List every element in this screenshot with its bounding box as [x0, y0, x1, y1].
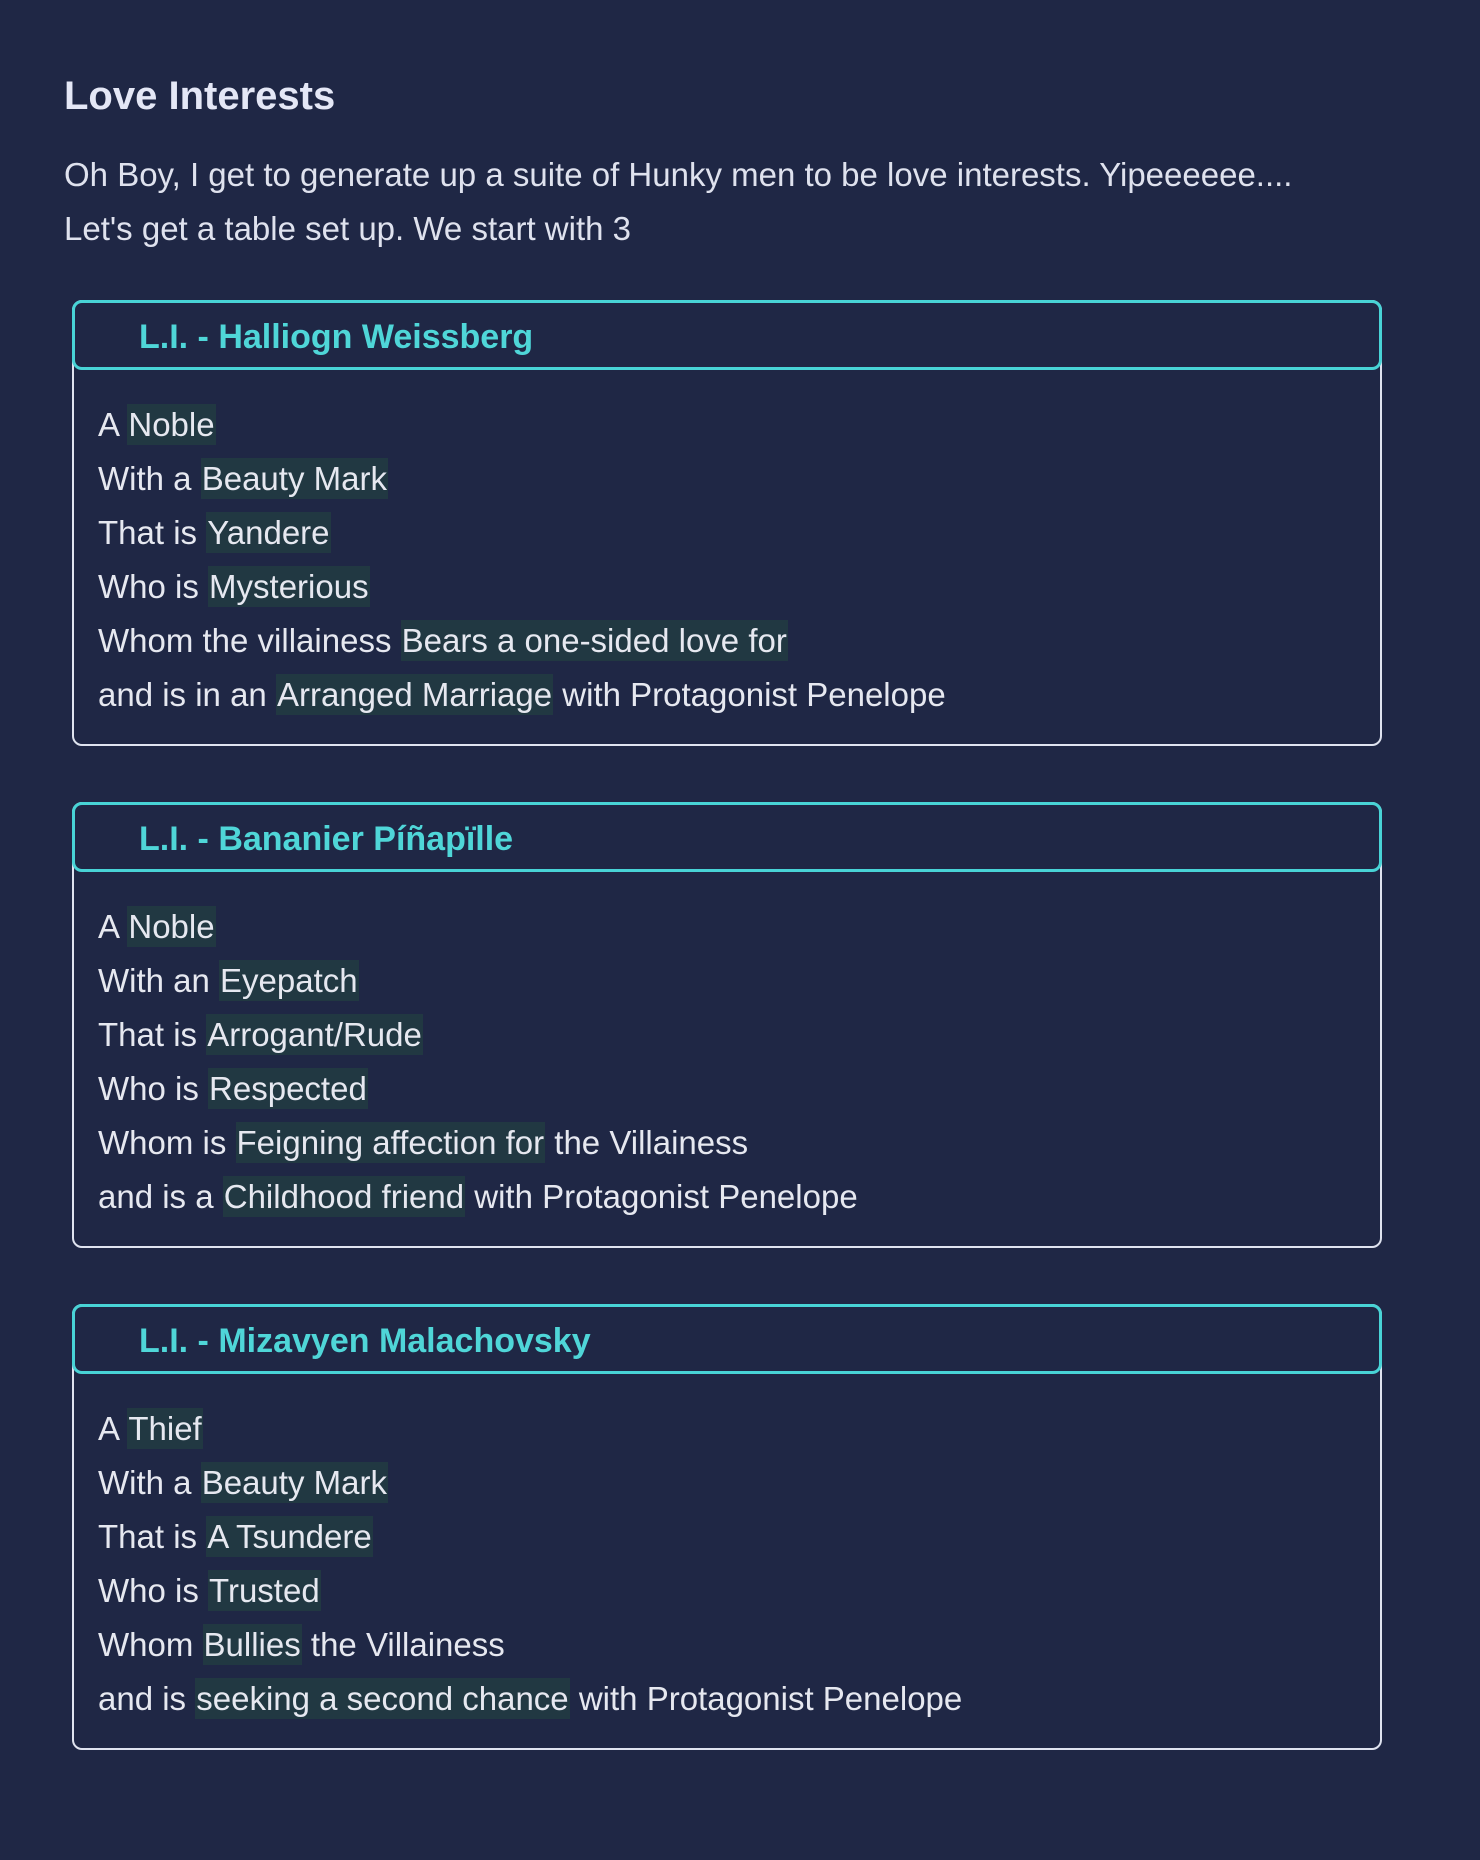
line-prefix: Whom	[98, 1626, 203, 1663]
line-prefix: Whom the villainess	[98, 622, 401, 659]
line-prefix: and is in an	[98, 676, 276, 713]
card-line	[98, 1456, 962, 1510]
rolled-trait: Noble	[128, 406, 215, 443]
line-prefix: Whom is	[98, 1124, 236, 1161]
card-line	[98, 1672, 962, 1726]
card-line	[98, 900, 858, 954]
card-line	[98, 1170, 858, 1224]
line-prefix: Who is	[98, 568, 209, 605]
card-line	[98, 1564, 962, 1618]
line-suffix: with Protagonist Penelope	[553, 676, 946, 713]
card-line	[98, 1402, 962, 1456]
rolled-trait: Trusted	[209, 1572, 320, 1609]
card-header[interactable]	[72, 300, 1382, 370]
line-prefix: Who is	[98, 1572, 209, 1609]
line-suffix: the Villainess	[301, 1626, 505, 1663]
line-prefix: and is	[98, 1680, 196, 1717]
card-line	[98, 1062, 858, 1116]
line-prefix: That is	[98, 514, 207, 551]
card-line	[98, 506, 946, 560]
line-suffix: with Protagonist Penelope	[465, 1178, 858, 1215]
line-prefix: With a	[98, 1464, 201, 1501]
line-prefix: With a	[98, 460, 201, 497]
card-title: L.I. - Bananier Píñapïlle	[139, 820, 514, 858]
intro-text	[64, 148, 1292, 256]
intro-line: Oh Boy, I get to generate up a suite of Hunky men to be love interests. Yipeeeeee....	[64, 156, 1293, 193]
card-line	[98, 560, 946, 614]
line-prefix: That is	[98, 1016, 207, 1053]
line-prefix: That is	[98, 1518, 207, 1555]
rolled-trait: Mysterious	[209, 568, 369, 605]
rolled-trait: Childhood friend	[223, 1178, 465, 1215]
rolled-trait: seeking a second chance	[196, 1680, 569, 1717]
card-line	[98, 1510, 962, 1564]
line-suffix: with Protagonist Penelope	[569, 1680, 963, 1717]
rolled-trait: Thief	[128, 1410, 202, 1447]
rolled-trait: Beauty Mark	[201, 1464, 387, 1501]
love-interest-card	[72, 802, 1382, 1248]
card-line	[98, 1116, 858, 1170]
line-suffix: the Villainess	[545, 1124, 749, 1161]
card-body	[98, 900, 858, 1224]
rolled-trait: Bullies	[203, 1626, 301, 1663]
rolled-trait: Arrogant/Rude	[207, 1016, 422, 1053]
rolled-trait: A Tsundere	[207, 1518, 372, 1555]
card-title: L.I. - Mizavyen Malachovsky	[139, 1322, 591, 1360]
card-line	[98, 1618, 962, 1672]
card-header[interactable]	[72, 802, 1382, 872]
rolled-trait: Respected	[209, 1070, 367, 1107]
rolled-trait: Feigning affection for	[236, 1124, 545, 1161]
love-interest-card	[72, 1304, 1382, 1750]
line-prefix: Who is	[98, 1070, 209, 1107]
page-title: Love Interests	[64, 74, 336, 118]
intro-line: Let's get a table set up. We start with 3	[64, 210, 631, 247]
rolled-trait: Beauty Mark	[201, 460, 387, 497]
rolled-trait: Arranged Marriage	[276, 676, 553, 713]
rolled-trait: Eyepatch	[220, 962, 358, 999]
card-header[interactable]	[72, 1304, 1382, 1374]
card-line	[98, 614, 946, 668]
card-title: L.I. - Halliogn Weissberg	[139, 318, 534, 356]
love-interest-card	[72, 300, 1382, 746]
line-prefix: With an	[98, 962, 220, 999]
card-line	[98, 1008, 858, 1062]
rolled-trait: Yandere	[207, 514, 330, 551]
line-prefix: A	[98, 1410, 128, 1447]
card-line	[98, 954, 858, 1008]
line-prefix: and is a	[98, 1178, 223, 1215]
card-body	[98, 1402, 962, 1726]
line-prefix: A	[98, 908, 128, 945]
rolled-trait: Noble	[128, 908, 215, 945]
card-line	[98, 668, 946, 722]
card-line	[98, 452, 946, 506]
card-line	[98, 398, 946, 452]
rolled-trait: Bears a one-sided love for	[401, 622, 787, 659]
card-body	[98, 398, 946, 722]
line-prefix: A	[98, 406, 128, 443]
